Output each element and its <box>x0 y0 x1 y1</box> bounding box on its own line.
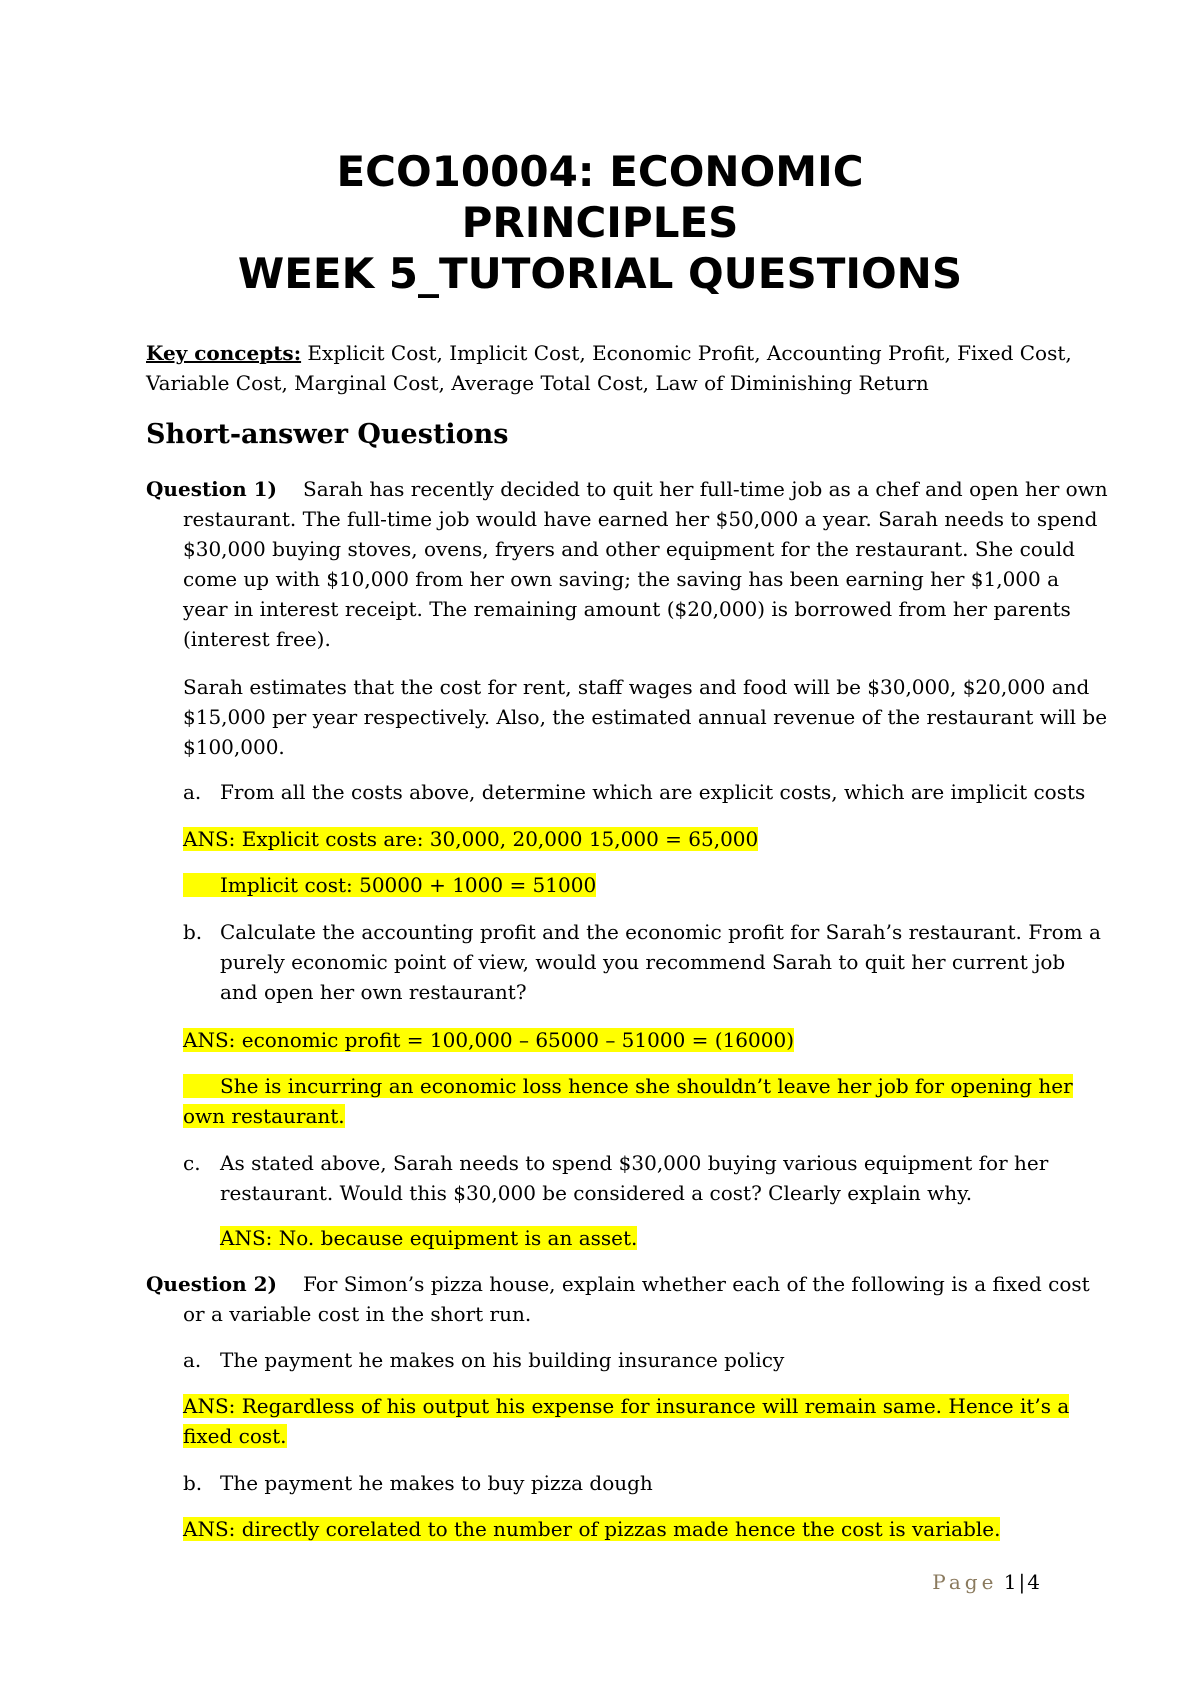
question-2a-letter: a. <box>183 1348 202 1372</box>
key-concepts-line-2: Variable Cost, Marginal Cost, Average Total Cost, Law of Diminishing Return <box>146 371 929 395</box>
answer-1a-implicit-text: Implicit cost: 50000 + 1000 = 51000 <box>220 873 597 897</box>
question-1 <box>146 474 1108 654</box>
page-separator: | <box>1018 1570 1026 1594</box>
question-1c-letter: c. <box>183 1151 201 1175</box>
key-concepts-line-1: Explicit Cost, Implicit Cost, Economic Profit, Accounting Profit, Fixed Cost, <box>301 341 1072 365</box>
question-2b-letter: b. <box>183 1471 203 1495</box>
answer-1c <box>220 1223 637 1253</box>
question-1-para2-line-3: $100,000. <box>183 735 285 759</box>
answer-1b-profit-text: ANS: economic profit = 100,000 – 65000 – 51000 = (16000) <box>183 1028 794 1052</box>
question-1b-line-1: Calculate the accounting profit and the economic profit for Sarah’s restaurant. From a <box>220 920 1101 944</box>
page-word: Page <box>932 1570 998 1594</box>
page-current: 1 <box>1003 1570 1017 1594</box>
title-line-2: PRINCIPLES <box>461 198 739 247</box>
question-1b-letter: b. <box>183 920 203 944</box>
question-1b-line-3: and open her own restaurant? <box>220 980 527 1004</box>
question-1-line-2: restaurant. The full-time job would have earned her $50,000 a year. Sarah needs to spend <box>183 507 1098 531</box>
question-2-line-1: For Simon’s pizza house, explain whether each of the following is a fixed cost <box>303 1272 1090 1296</box>
question-2-line-2: or a variable cost in the short run. <box>183 1302 532 1326</box>
question-1a-letter: a. <box>183 780 202 804</box>
question-1-para2-line-2: $15,000 per year respectively. Also, the estimated annual revenue of the restaurant will be <box>183 705 1108 729</box>
question-1a-text: From all the costs above, determine which are explicit costs, which are implicit costs <box>220 780 1086 804</box>
question-1c-line-2: restaurant. Would this $30,000 be considered a cost? Clearly explain why. <box>220 1181 973 1205</box>
question-2a <box>183 1345 784 1375</box>
question-2a-text: The payment he makes on his building insurance policy <box>220 1348 785 1372</box>
question-1-label: Question 1) <box>146 477 278 501</box>
question-1-para2-line-1: Sarah estimates that the cost for rent, staff wages and food will be $30,000, $20,000 and <box>183 675 1090 699</box>
answer-1a-explicit-text: ANS: Explicit costs are: 30,000, 20,000 15,000 = 65,000 <box>183 827 759 851</box>
answer-1a-explicit <box>183 824 758 854</box>
question-2 <box>146 1269 1090 1329</box>
section-heading: Short-answer Questions <box>146 419 509 450</box>
question-2b <box>183 1468 653 1498</box>
question-2b-text: The payment he makes to buy pizza dough <box>220 1471 653 1495</box>
answer-1b-explanation <box>183 1071 1073 1131</box>
document-title <box>0 146 1200 299</box>
question-1-line-1: Sarah has recently decided to quit her full-time job as a chef and open her own <box>303 477 1108 501</box>
page-total: 4 <box>1027 1570 1040 1594</box>
title-line-3: WEEK 5_TUTORIAL QUESTIONS <box>237 249 963 298</box>
answer-1c-text: ANS: No. because equipment is an asset. <box>220 1226 638 1250</box>
answer-2b-text: ANS: directly corelated to the number of pizzas made hence the cost is variable. <box>183 1517 1001 1541</box>
key-concepts <box>146 338 1076 398</box>
page-footer <box>932 1567 1040 1597</box>
answer-1a-implicit <box>183 870 596 900</box>
question-1-line-3: $30,000 buying stoves, ovens, fryers and other equipment for the restaurant. She could <box>183 537 1075 561</box>
question-1-line-6: (interest free). <box>183 627 331 651</box>
question-1-line-5: year in interest receipt. The remaining amount ($20,000) is borrowed from her parents <box>183 597 1071 621</box>
question-1-line-4: come up with $10,000 from her own saving; the saving has been earning her $1,000 a <box>183 567 1060 591</box>
answer-2a-line-1: ANS: Regardless of his output his expense for insurance will remain same. Hence it’s a <box>183 1394 1070 1418</box>
question-2-label: Question 2) <box>146 1272 278 1296</box>
answer-1b-profit <box>183 1025 794 1055</box>
question-1b <box>183 917 1101 1007</box>
answer-1b-explanation-line-2: own restaurant. <box>183 1104 345 1128</box>
answer-1b-explanation-line-1: She is incurring an economic loss hence she shouldn’t leave her job for opening her <box>220 1074 1073 1098</box>
answer-2a-line-2: fixed cost. <box>183 1424 287 1448</box>
title-line-1: ECO10004: ECONOMIC <box>336 147 864 196</box>
question-1c <box>183 1148 1048 1208</box>
question-1c-line-1: As stated above, Sarah needs to spend $30,000 buying various equipment for her <box>220 1151 1049 1175</box>
key-concepts-label: Key concepts: <box>146 341 302 365</box>
question-1b-line-2: purely economic point of view, would you recommend Sarah to quit her current job <box>220 950 1066 974</box>
question-1-paragraph-2 <box>183 672 1107 762</box>
answer-2a <box>183 1391 1069 1451</box>
question-1a <box>183 777 1085 807</box>
answer-2b <box>183 1514 1000 1544</box>
